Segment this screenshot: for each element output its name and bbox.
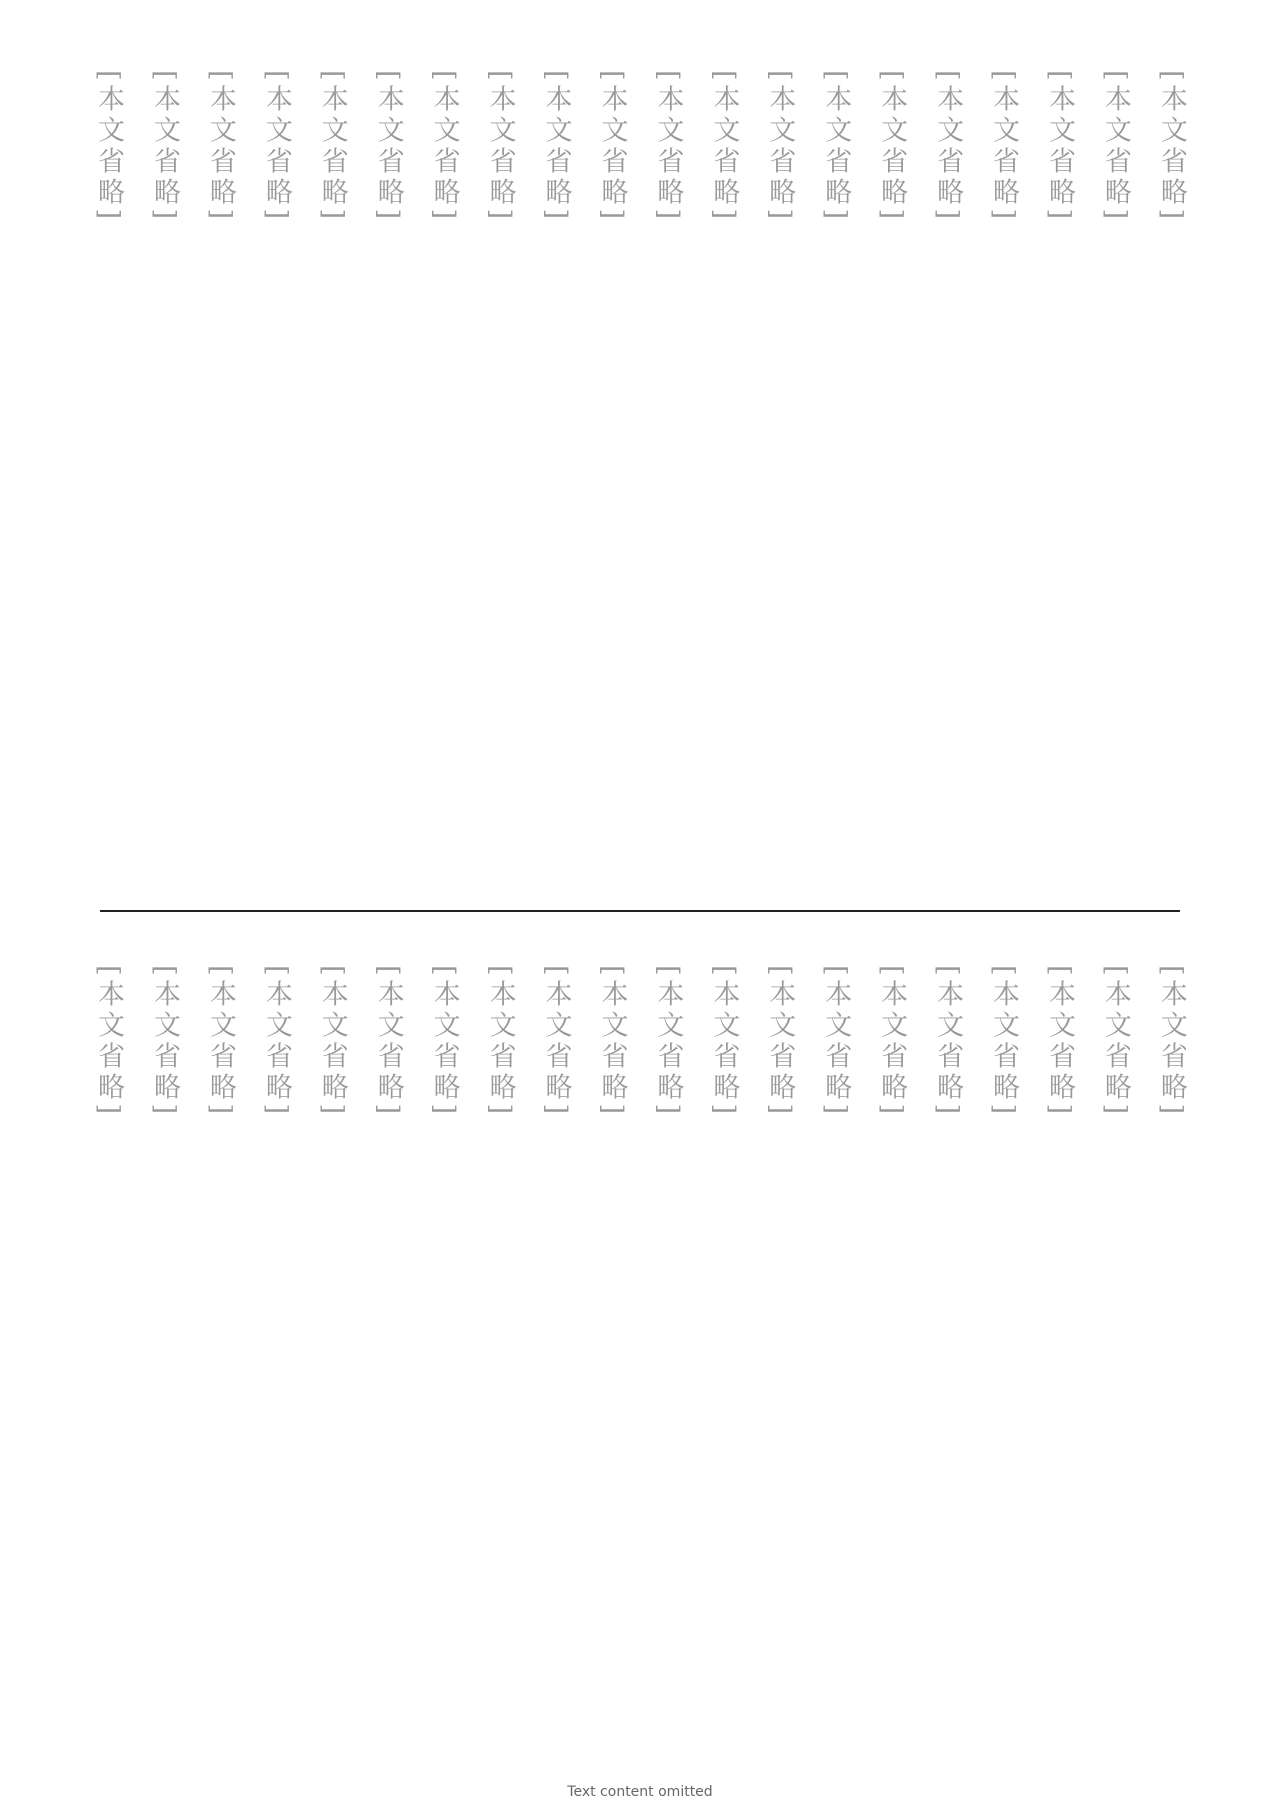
- text-column: [本文省略]: [372, 70, 404, 224]
- text-column: [本文省略]: [932, 965, 964, 1119]
- text-column: [本文省略]: [820, 965, 852, 1119]
- text-column: [本文省略]: [1043, 70, 1075, 224]
- top-text-block: [95, 70, 1185, 830]
- text-column: [本文省略]: [708, 70, 740, 224]
- text-column: [本文省略]: [540, 70, 572, 224]
- text-column: [本文省略]: [1043, 965, 1075, 1119]
- text-column: [本文省略]: [260, 70, 292, 224]
- text-column: [本文省略]: [372, 965, 404, 1119]
- text-column: [本文省略]: [764, 70, 796, 224]
- text-column: [本文省略]: [428, 965, 460, 1119]
- text-column: [本文省略]: [93, 70, 124, 224]
- text-column: [本文省略]: [764, 965, 796, 1119]
- text-column: [本文省略]: [596, 965, 628, 1119]
- omission-note: Text content omitted: [567, 1784, 713, 1800]
- text-column: [本文省略]: [1099, 70, 1131, 224]
- text-column: [本文省略]: [148, 70, 180, 224]
- text-column: [本文省略]: [1099, 965, 1131, 1119]
- text-column: [本文省略]: [652, 70, 684, 224]
- text-column: [本文省略]: [596, 70, 628, 224]
- text-column: [本文省略]: [484, 70, 516, 224]
- text-column: [本文省略]: [204, 70, 236, 224]
- text-column: [本文省略]: [876, 965, 908, 1119]
- text-column: [本文省略]: [316, 965, 348, 1119]
- section-divider: [100, 910, 1180, 912]
- text-column: [本文省略]: [820, 70, 852, 224]
- bottom-text-block: [95, 965, 1185, 1755]
- text-column: [本文省略]: [1155, 70, 1187, 224]
- text-column: [本文省略]: [932, 70, 964, 224]
- text-column: [本文省略]: [148, 965, 180, 1119]
- text-column: [本文省略]: [316, 70, 348, 224]
- text-column: [本文省略]: [428, 70, 460, 224]
- text-column: [本文省略]: [652, 965, 684, 1119]
- text-column: [本文省略]: [260, 965, 292, 1119]
- text-column: [本文省略]: [1155, 965, 1187, 1119]
- text-column: [本文省略]: [988, 965, 1019, 1119]
- text-column: [本文省略]: [876, 70, 908, 224]
- text-column: [本文省略]: [204, 965, 236, 1119]
- text-column: [本文省略]: [93, 965, 124, 1119]
- text-column: [本文省略]: [540, 965, 572, 1119]
- text-column: [本文省略]: [988, 70, 1019, 224]
- text-column: [本文省略]: [708, 965, 740, 1119]
- text-column: [本文省略]: [484, 965, 516, 1119]
